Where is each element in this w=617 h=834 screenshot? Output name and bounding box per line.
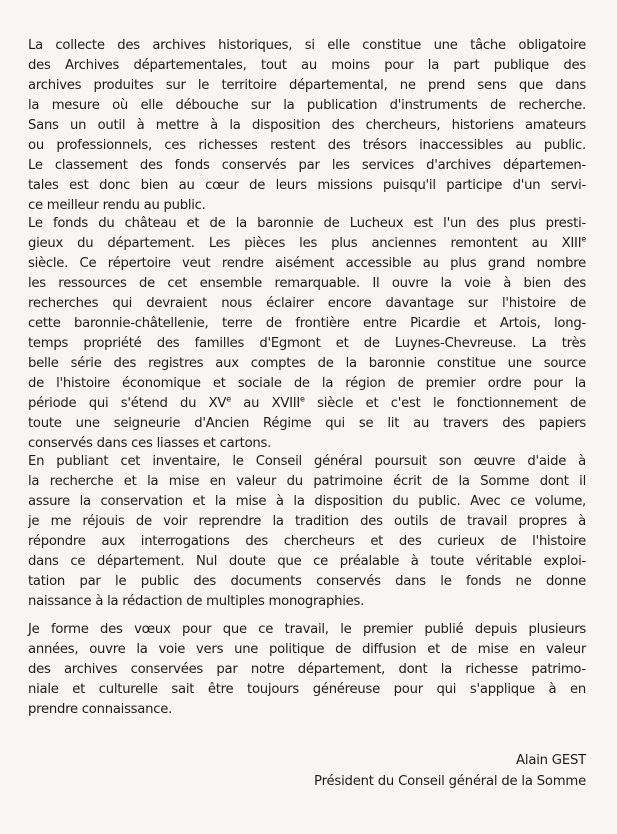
text-line: répondre aux interrogations des chercheurs et des curieux de l'histoire xyxy=(28,534,586,549)
text-line: Le fonds du château et de la baronnie de Lucheux est l'un des plus presti- xyxy=(28,216,586,231)
text-line: cette baronnie-châtellenie, terre de frontière entre Picardie et Artois, long- xyxy=(28,316,586,331)
text-line: de l'histoire économique et sociale de la région de premier ordre pour la xyxy=(28,376,586,391)
paragraph-4 xyxy=(28,620,586,720)
text-line: période qui s'étend du XVe au XVIIIe siècle et c'est le fonctionnement de xyxy=(28,394,587,411)
paragraph-2 xyxy=(28,214,586,454)
text-line: belle série des registres aux comptes de la baronnie constitue une source xyxy=(28,356,586,371)
text-line: ce meilleur rendu au public. xyxy=(28,198,206,213)
text-line: prendre connaissance. xyxy=(28,702,173,717)
text-line: des archives conservées par notre département, dont la richesse patrimo- xyxy=(28,662,586,677)
paragraph-1 xyxy=(28,36,586,216)
text-line: les ressources de cet ensemble remarquable. Il ouvre la voie à bien des xyxy=(28,276,586,291)
text-line: siècle. Ce répertoire veut rendre aisément accessible au plus grand nombre xyxy=(28,256,586,271)
text-line: dans ce département. Nul doute que ce préalable à toute véritable exploi- xyxy=(28,554,586,569)
text-line: Je forme des vœux pour que ce travail, le premier publié depuis plusieurs xyxy=(28,622,586,637)
text-line: gieux du département. Les pièces les plus anciennes remontent au XIIIe xyxy=(28,234,586,251)
paragraph-3 xyxy=(28,452,586,612)
text-line: temps propriété des familles d'Egmont et de Luynes-Chevreuse. La très xyxy=(28,336,586,351)
text-line: des Archives départementales, tout au moins pour la part publique des xyxy=(28,58,586,73)
text-line: années, ouvre la voie vers une politique de diffusion et de mise en valeur xyxy=(28,642,586,657)
text-line: toute une seigneurie d'Ancien Régime qui se lit au travers des papiers xyxy=(28,416,586,431)
text-line: En publiant cet inventaire, le Conseil général poursuit son œuvre d'aide à xyxy=(28,454,586,469)
text-line: La collecte des archives historiques, si elle constitue une tâche obligatoire xyxy=(28,38,586,53)
text-line: tation par le public des documents conservés dans le fonds ne donne xyxy=(28,574,586,589)
text-line: la recherche et la mise en valeur du patrimoine écrit de la Somme dont il xyxy=(28,474,586,489)
text-line: archives produites sur le territoire départemental, ne prend sens que dans xyxy=(28,78,586,93)
text-line: Sans un outil à mettre à la disposition des chercheurs, historiens amateurs xyxy=(28,118,586,133)
text-line: recherches qui devraient nous éclairer encore davantage sur l'histoire de xyxy=(28,296,586,311)
signatory-title: Président du Conseil général de la Somme xyxy=(314,774,586,789)
text-line: tales est donc bien au cœur de leurs missions puisqu'il participe d'un servi- xyxy=(28,178,586,193)
text-line: ou professionnels, ces richesses restent des trésors inaccessibles au public. xyxy=(28,138,586,153)
signature-block xyxy=(314,750,586,792)
signatory-name: Alain GEST xyxy=(516,753,586,768)
text-line: je me réjouis de voir reprendre la tradition des outils de travail propres à xyxy=(28,514,586,529)
text-line: Le classement des fonds conservés par les services d'archives départemen- xyxy=(28,158,586,173)
text-line: la mesure où elle débouche sur la publication d'instruments de recherche. xyxy=(28,98,586,113)
text-line: conservés dans ces liasses et cartons. xyxy=(28,436,272,451)
text-line: niale et culturelle sait être toujours généreuse pour qui s'applique à en xyxy=(28,682,586,697)
text-line: assure la conservation et la mise à la disposition du public. Avec ce volume, xyxy=(28,494,586,509)
text-line: naissance à la rédaction de multiples monographies. xyxy=(28,594,365,609)
